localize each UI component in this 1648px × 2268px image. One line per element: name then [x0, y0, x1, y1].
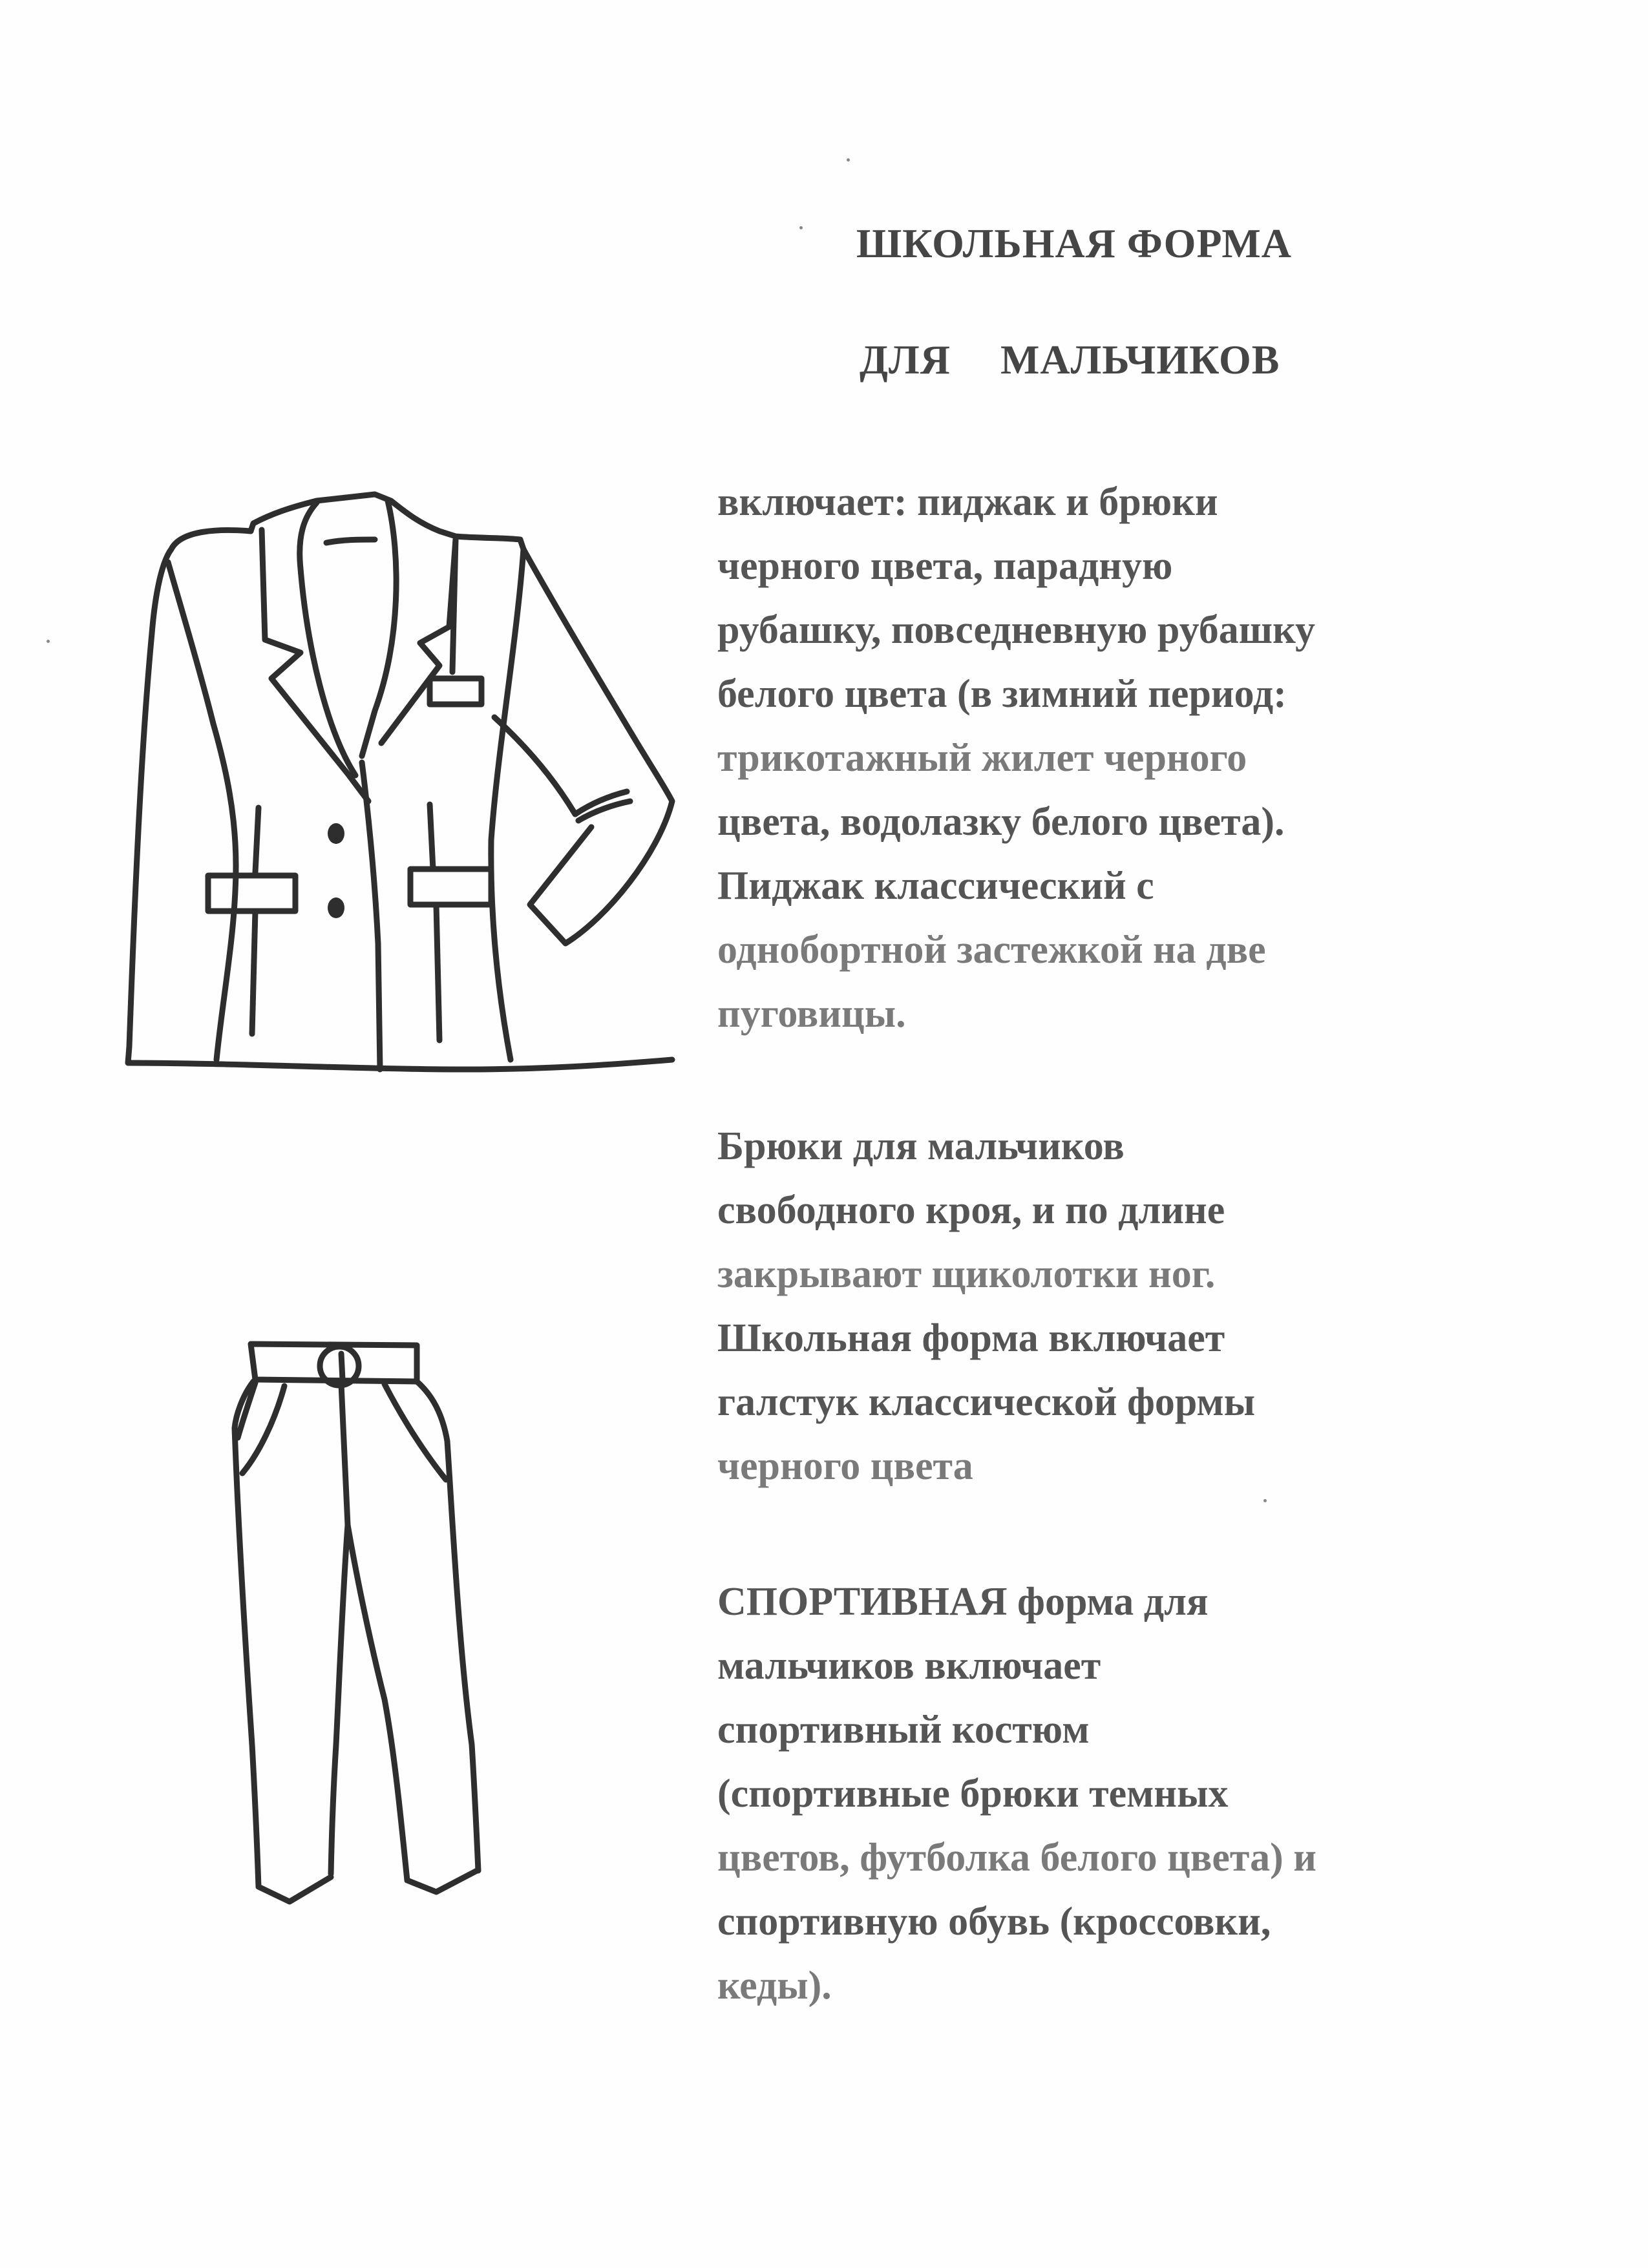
jacket-front-closure — [362, 762, 380, 1069]
text-line: галстук классической формы — [717, 1380, 1256, 1424]
text-line: черного цвета — [717, 1444, 973, 1488]
text-line: цвета, водолазку белого цвета). — [717, 800, 1285, 844]
trousers-description — [717, 1115, 1570, 1498]
jacket-collar-stitch — [326, 540, 375, 543]
trousers-right-pocket — [385, 1384, 446, 1480]
text-line: СПОРТИВНАЯ форма для — [717, 1580, 1209, 1624]
jacket-right-sleeve-inner — [494, 717, 575, 814]
jacket-button-bottom — [328, 898, 344, 918]
trousers-buckle-pin — [341, 1354, 343, 1380]
scan-speck — [799, 226, 803, 229]
text-line: Школьная форма включает — [717, 1316, 1225, 1360]
text-line: кеды). — [717, 1964, 832, 2008]
text-line: рубашку, повседневную рубашку — [717, 608, 1315, 652]
scan-speck — [47, 640, 50, 643]
trousers-drawing — [213, 1325, 504, 1906]
jacket-right-sleeve — [523, 549, 672, 943]
text-line: цветов, футболка белого цвета) и — [717, 1836, 1316, 1880]
text-line: белого цвета (в зимний период: — [717, 672, 1287, 716]
scan-speck — [1263, 1499, 1267, 1502]
jacket-left-dart-upper — [255, 808, 259, 872]
text-line: (спортивные брюки темных — [717, 1772, 1229, 1816]
text-line: закрывают щиколотки ног. — [717, 1252, 1216, 1296]
sport-uniform-description — [717, 1570, 1570, 2018]
text-line: черного цвета, парадную — [717, 544, 1173, 588]
text-line: трикотажный жилет черного — [717, 736, 1247, 780]
jacket-right-dart-lower — [436, 905, 439, 1040]
text-line: спортивную обувь (кроссовки, — [717, 1900, 1271, 1944]
text-line: свободного кроя, и по длине — [717, 1188, 1225, 1232]
jacket-hem — [129, 1060, 672, 1069]
jacket-drawing — [103, 478, 698, 1086]
page-title-line-2: ДЛЯ МАЛЬЧИКОВ — [860, 337, 1280, 383]
jacket-right-pocket-flap — [410, 869, 491, 905]
text-line: включает: пиджак и брюки — [717, 480, 1218, 524]
jacket-right-side — [491, 549, 523, 1060]
text-line: Пиджак классический с — [717, 864, 1154, 908]
page-title-line-1: ШКОЛЬНАЯ ФОРМА — [856, 220, 1292, 266]
text-line: мальчиков включает — [717, 1644, 1101, 1688]
jacket-right-princess-seam — [452, 540, 456, 672]
text-line: Брюки для мальчиков — [717, 1124, 1125, 1168]
jacket-left-sleeve-seam — [168, 562, 236, 1060]
jacket-button-top — [328, 823, 344, 844]
trousers-left-leg-inner — [331, 1525, 348, 1874]
jacket-description — [717, 470, 1570, 1046]
scan-speck — [847, 158, 850, 162]
trousers-center-seam — [341, 1384, 348, 1525]
jacket-left-pocket-flap — [208, 876, 295, 911]
jacket-right-dart-upper — [430, 804, 433, 869]
jacket-cuff — [575, 792, 630, 821]
text-line: однобортной застежкой на две — [717, 928, 1266, 972]
jacket-left-dart-lower — [252, 911, 255, 1034]
text-line: пуговицы. — [717, 992, 906, 1036]
text-line: спортивный костюм — [717, 1708, 1090, 1752]
jacket-chest-pocket — [430, 678, 481, 704]
